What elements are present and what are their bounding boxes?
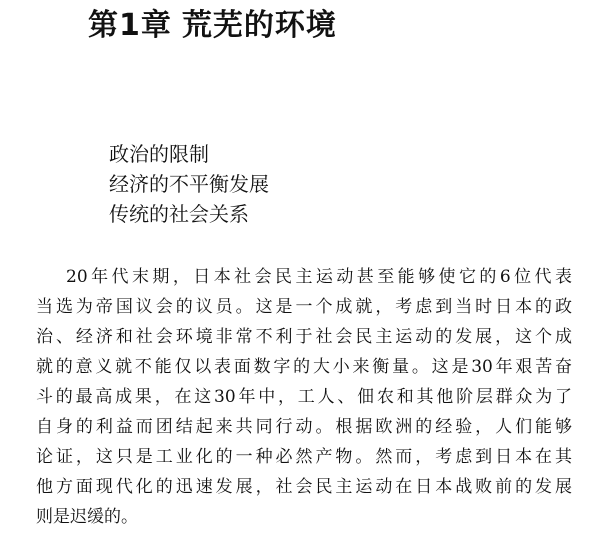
- chapter-name: 荒芜的环境: [181, 8, 337, 43]
- body-paragraph: [36, 262, 572, 532]
- paragraph-line: 当选为帝国议会的议员。这是一个成就，考虑到当时日本的政: [36, 297, 572, 317]
- outline-item: 经济的不平衡发展: [109, 172, 269, 196]
- paragraph-line: 20年代末期，日本社会民主运动甚至能够使它的6位代表: [66, 267, 572, 287]
- chapter-title: [88, 6, 337, 46]
- paragraph-line: 斗的最高成果，在这30年中，工人、佃农和其他阶层群众为了: [36, 387, 572, 407]
- chapter-outline: [109, 139, 269, 229]
- paragraph-line: 就的意义就不能仅以表面数字的大小来衡量。这是30年艰苦奋: [36, 357, 572, 377]
- chapter-number: 第1章: [88, 8, 172, 43]
- paragraph-line: 他方面现代化的迅速发展，社会民主运动在日本战败前的发展: [36, 477, 572, 497]
- paragraph-line: 论证，这只是工业化的一种必然产物。然而，考虑到日本在其: [36, 447, 572, 467]
- outline-item: 传统的社会关系: [109, 202, 249, 226]
- paragraph-line: 自身的利益而团结起来共同行动。根据欧洲的经验，人们能够: [36, 417, 572, 437]
- outline-item: 政治的限制: [109, 142, 209, 166]
- paragraph-line: 治、经济和社会环境非常不利于社会民主运动的发展，这个成: [36, 327, 572, 347]
- paragraph-line: 则是迟缓的。: [36, 507, 138, 527]
